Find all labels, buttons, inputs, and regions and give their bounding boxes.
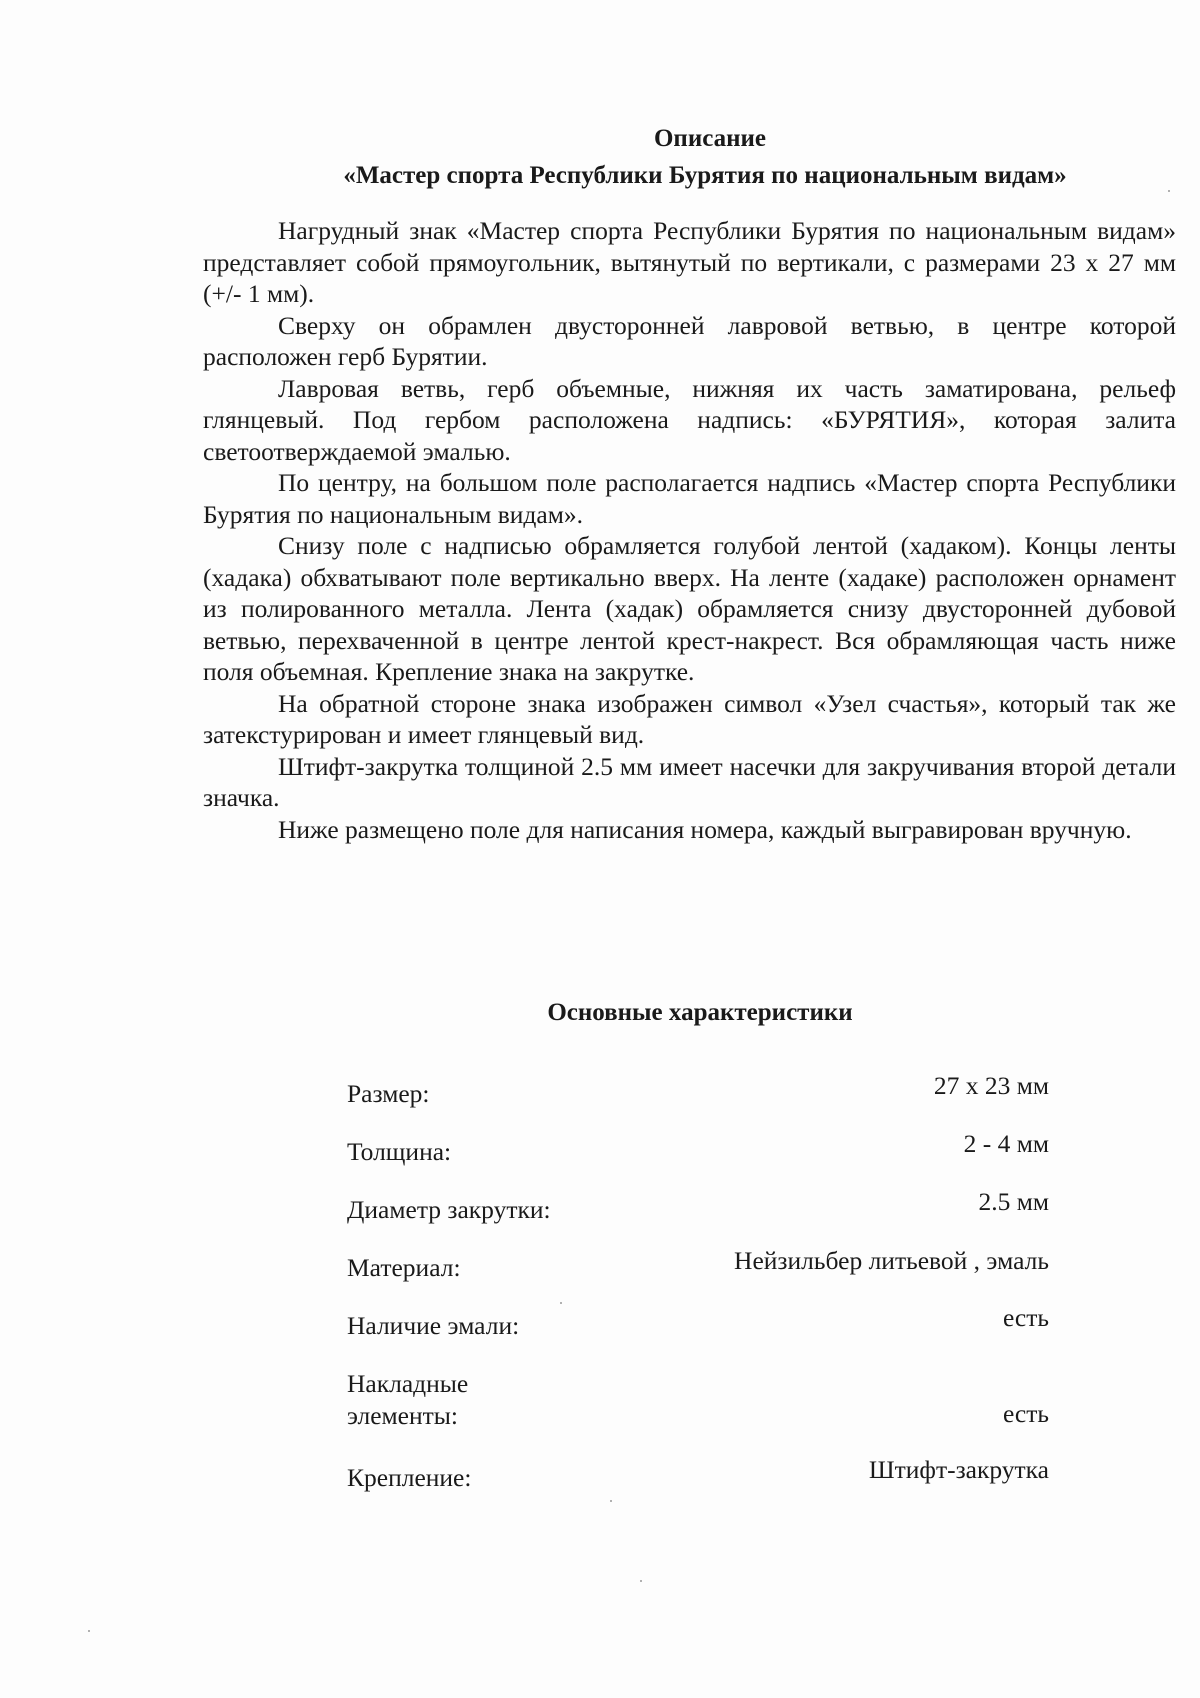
document-title: Описание (653, 125, 767, 152)
spec-label: Размер: (347, 1079, 430, 1108)
document-subtitle: «Мастер спорта Республики Бурятия по национальным видам» (343, 162, 1067, 189)
scan-speck (1168, 190, 1170, 192)
paragraph: Штифт-закрутка толщиной 2.5 мм имеет насечки для закручивания второй детали значка. (203, 751, 1176, 812)
spec-value: есть (1002, 1303, 1049, 1332)
paragraph: Нагрудный знак «Мастер спорта Республики Бурятия по национальным видам» представляет собой прямоугольник, вытянутый по вертикали, с размерами 23 х 27 мм (+/- 1 мм). (203, 216, 1176, 308)
spec-value: Штифт-закрутка (868, 1455, 1049, 1484)
spec-label: Крепление: (347, 1463, 472, 1492)
spec-label: Материал: (347, 1253, 461, 1282)
paragraph: Сверху он обрамлен двусторонней лавровой ветвью, в центре которой расположен герб Бурятии. (203, 310, 1176, 371)
spec-value: 2 - 4 мм (963, 1129, 1049, 1158)
paragraph: По центру, на большом поле располагается надпись «Мастер спорта Республики Бурятия по национальным видам». (203, 468, 1176, 529)
spec-label: Накладные элементы: (347, 1369, 469, 1430)
spec-value: 2.5 мм (978, 1187, 1049, 1216)
spec-label: Диаметр закрутки: (347, 1195, 551, 1224)
spec-value: есть (1002, 1399, 1049, 1428)
description-body (203, 215, 1176, 845)
paragraph: Снизу поле с надписью обрамляется голубой лентой (хадаком). Концы ленты (хадака) обхватывают поле вертикально вверх. На ленте (хадаке) расположен орнамент из полированного металла. Лента (хадак) обрамляется снизу двусторонней дубовой ветвью, перехваченной в центре лентой крест-накрест. Вся обрамляющая часть ниже поля объемная. Крепление знака на закрутке. (203, 531, 1176, 686)
spec-label: Толщина: (347, 1137, 452, 1166)
spec-value: Нейзильбер литьевой , эмаль (734, 1246, 1049, 1275)
scan-speck (610, 1500, 612, 1502)
paragraph: Ниже размещено поле для написания номера, каждый выгравирован вручную. (278, 814, 1132, 844)
specs-title: Основные характеристики (547, 999, 853, 1026)
spec-label: Наличие эмали: (347, 1311, 520, 1340)
scan-speck (640, 1580, 642, 1582)
paragraph: Лавровая ветвь, герб объемные, нижняя их часть заматирована, рельеф глянцевый. Под гербом расположена надпись: «БУРЯТИЯ», которая залита светоотверждаемой эмалью. (203, 373, 1176, 466)
paragraph: На обратной стороне знака изображен символ «Узел счастья», который так же затекстурирован и имеет глянцевый вид. (203, 688, 1176, 749)
scan-speck (88, 1630, 90, 1632)
scan-speck (560, 1302, 562, 1304)
spec-value: 27 х 23 мм (933, 1071, 1049, 1100)
